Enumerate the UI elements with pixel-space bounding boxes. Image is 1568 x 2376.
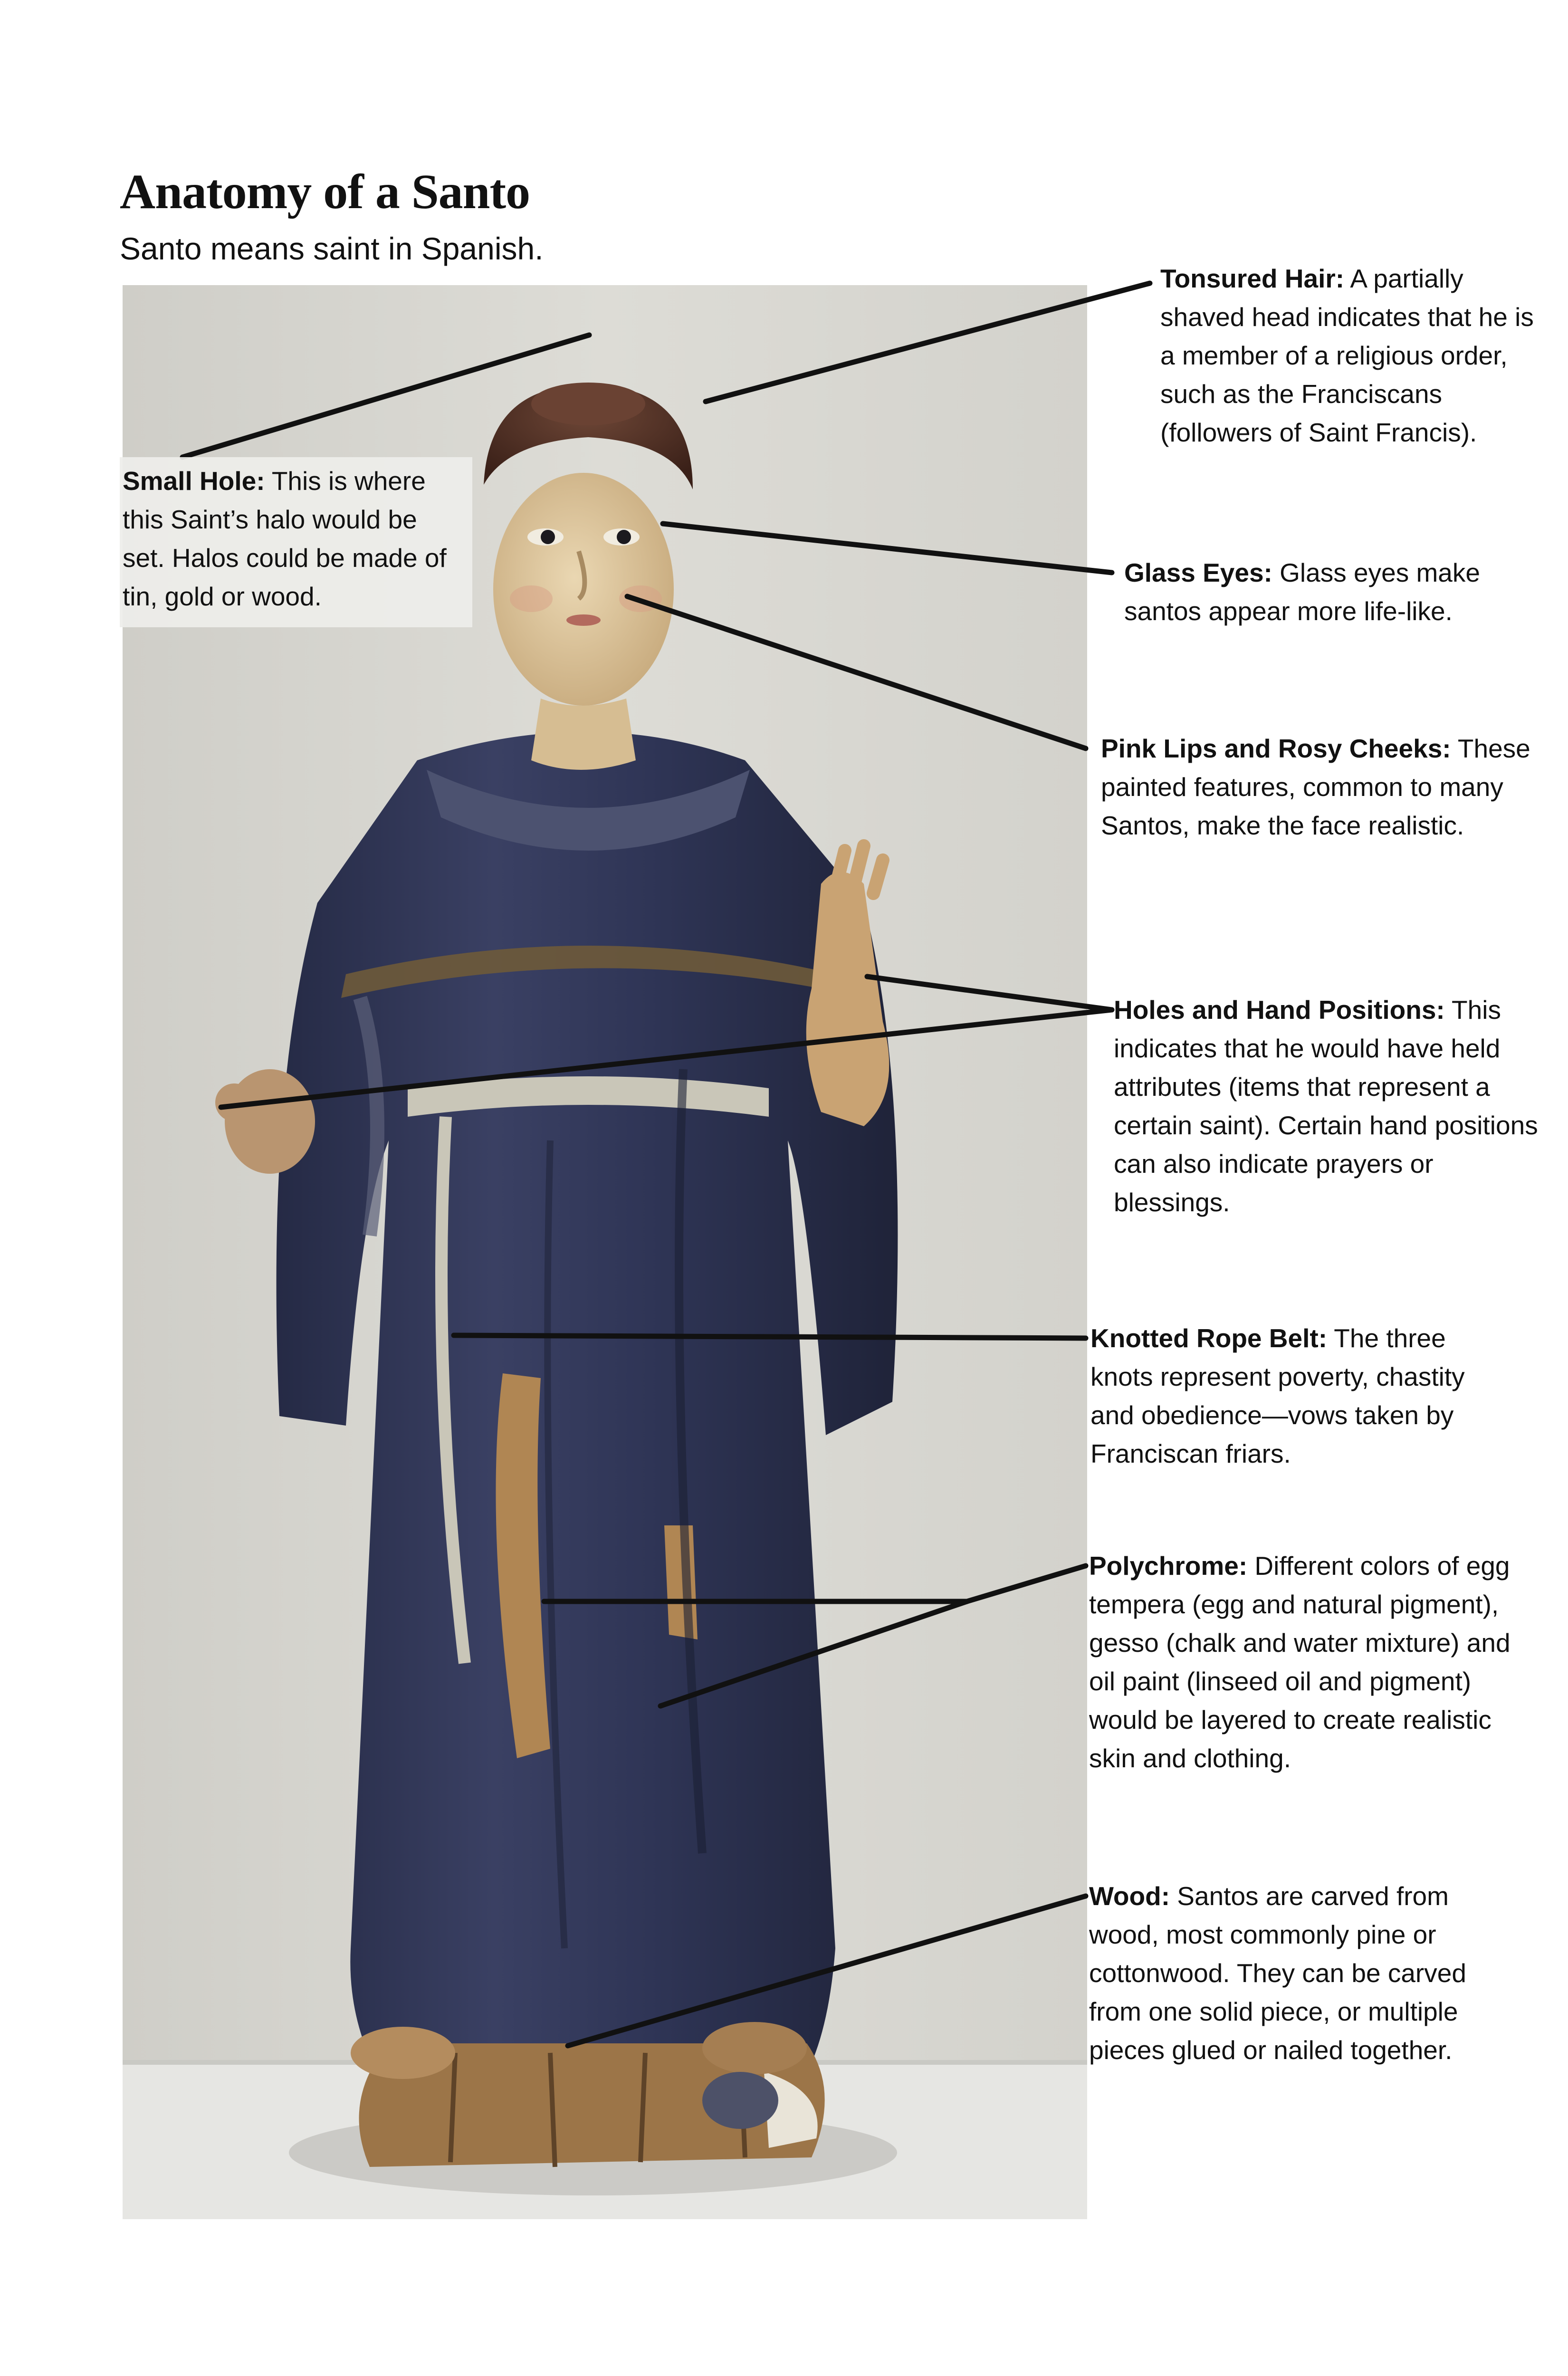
callout-rope-belt-text: The three knots represent poverty, chastity and obedience—vows taken by Franciscan friars. <box>1090 1323 1465 1468</box>
page-title: Anatomy of a Santo <box>120 164 530 219</box>
callout-wood-label: Wood: <box>1089 1881 1170 1911</box>
callout-polychrome-text: Different colors of egg tempera (egg and natural pigment), gesso (chalk and water mixture) and oil paint (linseed oil and pigment) would be layered to create realistic skin and clothing. <box>1089 1551 1511 1773</box>
callout-tonsured-hair-label: Tonsured Hair: <box>1160 264 1345 293</box>
callout-polychrome-label: Polychrome: <box>1089 1551 1248 1581</box>
callout-holes-hands-text: This indicates that he would have held attributes (items that represent a certain saint). Certain hand positions can also indicate prayers or blessings. <box>1114 995 1538 1217</box>
callout-pink-lips-text: These painted features, common to many Santos, make the face realistic. <box>1101 734 1530 840</box>
callout-holes-hands-label: Holes and Hand Positions: <box>1114 995 1445 1025</box>
callout-small-hole <box>120 457 472 627</box>
callout-glass-eyes <box>1124 554 1504 631</box>
callout-small-hole-label: Small Hole: <box>123 466 265 496</box>
callout-tonsured-hair <box>1160 259 1555 452</box>
page-subtitle: Santo means saint in Spanish. <box>120 231 544 266</box>
callout-glass-eyes-label: Glass Eyes: <box>1124 558 1272 587</box>
callout-small-hole-text: This is where this Saint’s halo would be set. Halos could be made of tin, gold or wood. <box>123 466 447 611</box>
callout-tonsured-hair-text: A partially shaved head indicates that he is a member of a religious order, such as the Franciscans (followers of Saint Francis). <box>1160 264 1534 447</box>
callout-pink-lips <box>1101 729 1538 845</box>
callout-wood-text: Santos are carved from wood, most commonly pine or cottonwood. They can be carved from one solid piece, or multiple pieces glued or nailed together. <box>1089 1881 1466 2065</box>
callout-polychrome <box>1089 1547 1531 1778</box>
callout-rope-belt-label: Knotted Rope Belt: <box>1090 1323 1328 1353</box>
callout-rope-belt <box>1090 1319 1499 1473</box>
callout-wood <box>1089 1877 1517 2069</box>
callout-pink-lips-label: Pink Lips and Rosy Cheeks: <box>1101 734 1451 763</box>
callout-glass-eyes-text: Glass eyes make santos appear more life-like. <box>1124 558 1480 626</box>
callout-holes-hands <box>1114 991 1541 1222</box>
